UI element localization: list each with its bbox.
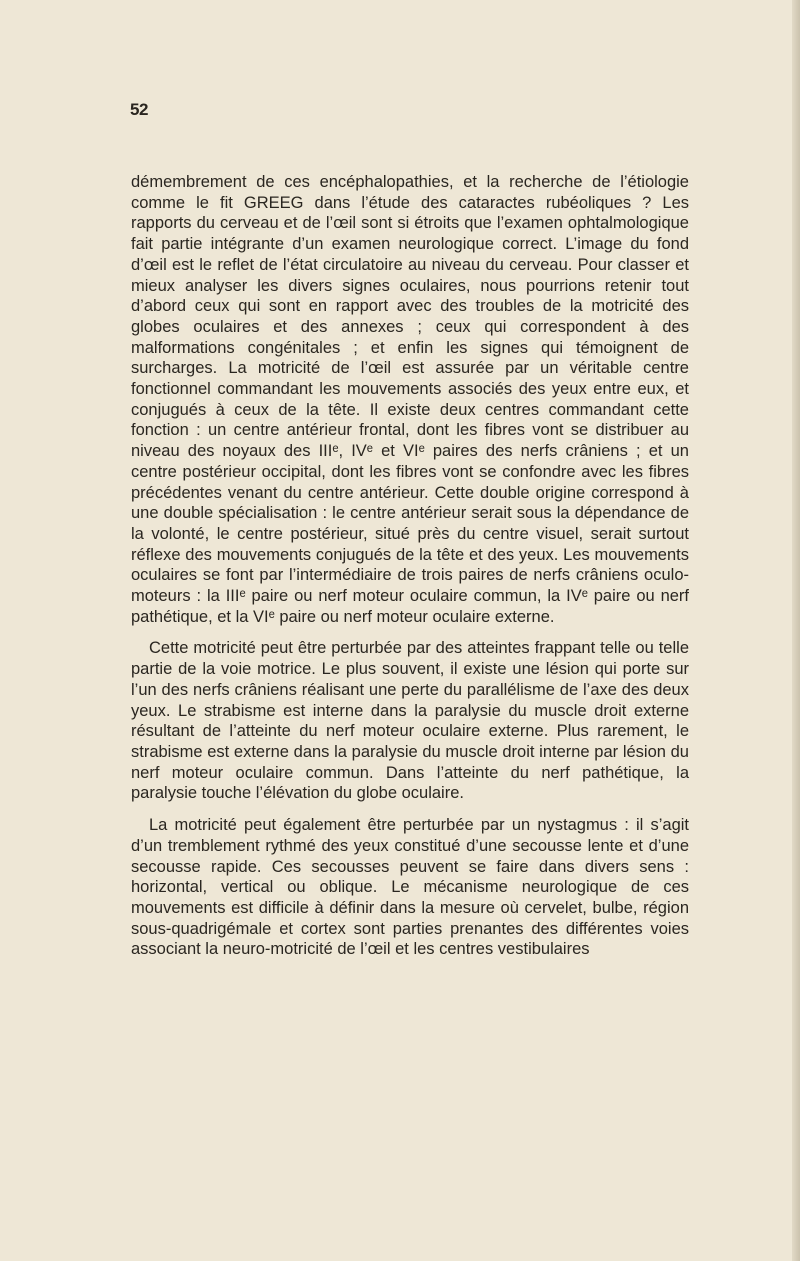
body-text	[131, 172, 689, 960]
page-edge	[792, 0, 800, 1261]
paragraph-2: Cette motricité peut être perturbée par des atteintes frappant telle ou telle partie de la voie motrice. Le plus souvent, il existe une lésion qui porte sur l’un des nerfs crâniens réalisant une perte du parallélisme de l’axe des deux yeux. Le strabisme est interne dans la paralysie du muscle droit externe résultant de l’atteinte du nerf moteur oculaire externe. Plus rarement, le strabisme est externe dans la paralysie du muscle droit interne par lésion du nerf moteur oculaire commun. Dans l’atteinte du nerf pathétique, la paralysie touche l’élévation du globe oculaire.	[131, 639, 689, 803]
paragraph-3: La motricité peut également être perturbée par un nystagmus : il s’agit d’un tremblement rythmé des yeux constitué d’une secousse lente et d’une secousse rapide. Ces secousses peuvent se faire dans divers sens : horizontal, vertical ou oblique. Le mécanisme neurologique de ces mouvements est difficile à définir dans la mesure où cervelet, bulbe, région sous-quadrigémale et cortex sont parties prenantes des différentes voies associant la neuro-motricité de l’œil et les centres vestibulaires	[131, 816, 689, 959]
paragraph-1: démembrement de ces encéphalopathies, et la recherche de l’étiologie comme le fit GREEG dans l’étude des cataractes rubéoliques ? Les rapports du cerveau et de l’œil sont si étroits que l’examen ophtalmologique fait partie intégrante d’un examen neurologique correct. L’image du fond d’œil est le reflet de l’état circulatoire au niveau du cerveau. Pour classer et mieux analyser les divers signes oculaires, nous pourrions retenir tout d’abord ceux qui sont en rapport avec des troubles de la motricité des globes oculaires et des annexes ; ceux qui correspondent à des malformations congénitales ; et enfin les signes qui témoignent de surcharges. La motricité de l’œil est assurée par un véritable centre fonctionnel commandant les mouvements associés des yeux entre eux, et conjugués à ceux de la tête. Il existe deux centres commandant cette fonction : un centre antérieur frontal, dont les fibres vont se distribuer au niveau des noyaux des IIIᵉ, IVᵉ et VIᵉ paires des nerfs crâniens ; et un centre postérieur occipital, dont les fibres vont se confondre avec les fibres précédentes venant du centre antérieur. Cette double origine correspond à une double spécialisation : le centre antérieur serait sous la dépendance de la volonté, le centre postérieur, situé près du centre visuel, serait surtout réflexe des mouvements conjugués de la tête et des yeux. Les mouvements oculaires se font par l’intermédiaire de trois paires de nerfs crâniens oculo-moteurs : la IIIᵉ paire ou nerf moteur oculaire commun, la IVᵉ paire ou nerf pathétique, et la VIᵉ paire ou nerf moteur oculaire externe.	[131, 173, 689, 626]
page-number: 52	[130, 100, 148, 119]
